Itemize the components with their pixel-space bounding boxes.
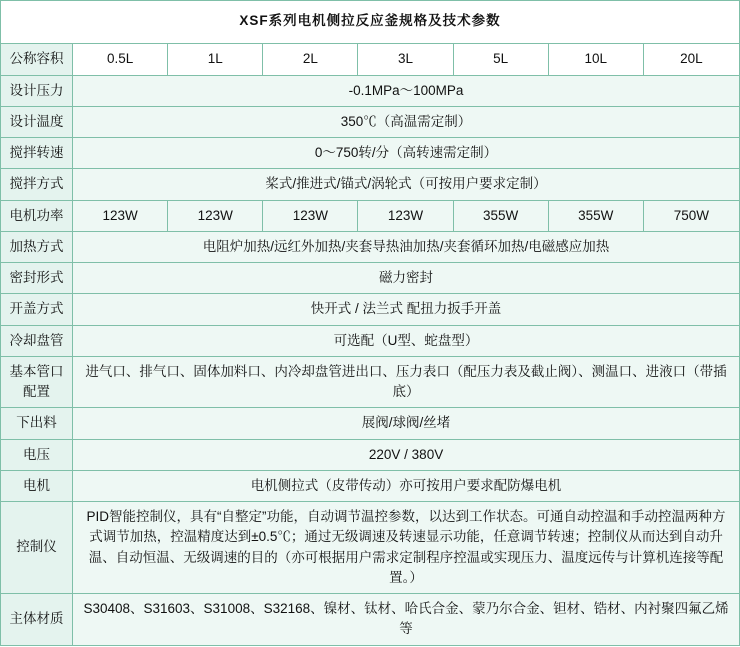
row-value-material: S30408、S31603、S31008、S32168、镍材、钛材、哈氏合金、蒙乃尔合金、钽材、锆材、内衬聚四氟乙烯等	[73, 594, 740, 646]
row-label-capacity: 公称容积	[1, 44, 73, 75]
table-row-stir-speed	[1, 138, 740, 169]
table-row-material	[1, 594, 740, 646]
row-value-cover-type: 快开式 / 法兰式 配扭力扳手开盖	[73, 294, 740, 325]
row-label-cooling-coil: 冷却盘管	[1, 325, 73, 356]
power-value-5: 355W	[548, 200, 643, 231]
table-row-heating-method	[1, 231, 740, 262]
power-value-6: 750W	[643, 200, 739, 231]
row-value-cooling-coil: 可选配（U型、蛇盘型）	[73, 325, 740, 356]
capacity-value-1: 1L	[168, 44, 263, 75]
power-value-1: 123W	[168, 200, 263, 231]
table-row-port-config	[1, 356, 740, 408]
page-title: XSF系列电机侧拉反应釜规格及技术参数	[1, 1, 740, 44]
row-label-design-pressure: 设计压力	[1, 75, 73, 106]
row-label-discharge: 下出料	[1, 408, 73, 439]
power-value-2: 123W	[263, 200, 358, 231]
table-row-stir-type	[1, 169, 740, 200]
capacity-value-2: 2L	[263, 44, 358, 75]
row-label-stir-type: 搅拌方式	[1, 169, 73, 200]
row-value-voltage: 220V / 380V	[73, 439, 740, 470]
row-value-seal-type: 磁力密封	[73, 263, 740, 294]
capacity-value-3: 3L	[358, 44, 453, 75]
table-row-capacity	[1, 44, 740, 75]
row-label-port-config: 基本管口配置	[1, 356, 73, 408]
table-row-controller	[1, 502, 740, 594]
row-value-stir-type: 桨式/推进式/锚式/涡轮式（可按用户要求定制）	[73, 169, 740, 200]
row-label-design-temperature: 设计温度	[1, 106, 73, 137]
row-label-cover-type: 开盖方式	[1, 294, 73, 325]
row-value-stir-speed: 0～750转/分（高转速需定制）	[73, 138, 740, 169]
row-value-port-config: 进气口、排气口、固体加料口、内冷却盘管进出口、压力表口（配压力表及截止阀）、测温口、进液口（带插底）	[73, 356, 740, 408]
row-label-seal-type: 密封形式	[1, 263, 73, 294]
power-value-4: 355W	[453, 200, 548, 231]
table-row-discharge	[1, 408, 740, 439]
row-value-design-pressure: -0.1MPa～100MPa	[73, 75, 740, 106]
table-row-design-temperature	[1, 106, 740, 137]
table-row-voltage	[1, 439, 740, 470]
row-label-heating-method: 加热方式	[1, 231, 73, 262]
row-value-design-temperature: 350℃（高温需定制）	[73, 106, 740, 137]
table-row-cover-type	[1, 294, 740, 325]
capacity-value-0: 0.5L	[73, 44, 168, 75]
title-row	[1, 1, 740, 44]
table-row-seal-type	[1, 263, 740, 294]
row-value-discharge: 展阀/球阀/丝堵	[73, 408, 740, 439]
table-row-cooling-coil	[1, 325, 740, 356]
row-value-motor: 电机侧拉式（皮带传动）亦可按用户要求配防爆电机	[73, 470, 740, 501]
capacity-value-6: 20L	[643, 44, 739, 75]
row-value-heating-method: 电阻炉加热/远红外加热/夹套导热油加热/夹套循环加热/电磁感应加热	[73, 231, 740, 262]
row-label-controller: 控制仪	[1, 502, 73, 594]
row-label-voltage: 电压	[1, 439, 73, 470]
row-label-motor: 电机	[1, 470, 73, 501]
row-label-motor-power: 电机功率	[1, 200, 73, 231]
power-value-3: 123W	[358, 200, 453, 231]
table-row-design-pressure	[1, 75, 740, 106]
power-value-0: 123W	[73, 200, 168, 231]
capacity-value-4: 5L	[453, 44, 548, 75]
capacity-value-5: 10L	[548, 44, 643, 75]
row-value-controller: PID智能控制仪，具有“自整定”功能，自动调节温控参数，以达到工作状态。可通自动控温和手动控温两种方式调节加热，控温精度达到±0.5℃；通过无级调速及转速显示功能，任意调节转速；控制仪从而达到自动升温、自动恒温、无级调速的目的（亦可根据用户需求定制程序控温或实现压力、温度远传与计算机连接等配置。）	[73, 502, 740, 594]
table-row-motor-power	[1, 200, 740, 231]
table-row-motor	[1, 470, 740, 501]
row-label-stir-speed: 搅拌转速	[1, 138, 73, 169]
row-label-material: 主体材质	[1, 594, 73, 646]
